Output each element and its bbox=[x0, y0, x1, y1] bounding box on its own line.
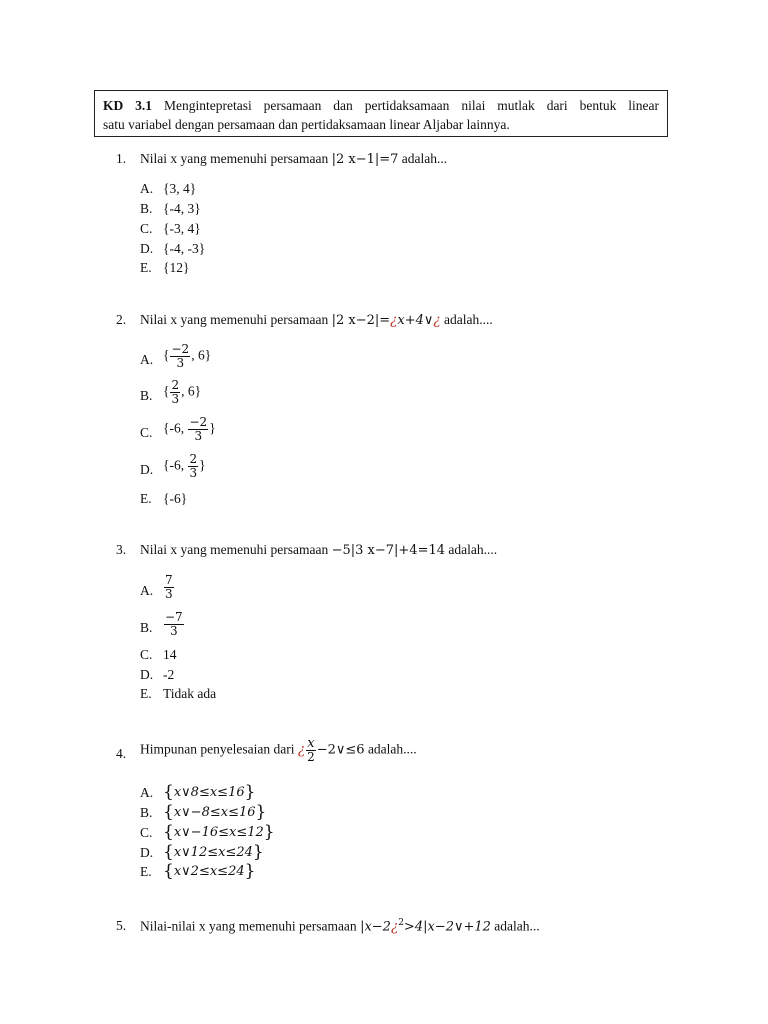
equation-part: −2∨≤6 bbox=[316, 742, 365, 758]
question-suffix: adalah.... bbox=[444, 312, 493, 327]
question-number: 1. bbox=[116, 151, 127, 166]
option-letter: A. bbox=[140, 583, 154, 598]
option-letter: D. bbox=[140, 845, 154, 860]
option-letter: B. bbox=[140, 388, 153, 403]
option-value: { $\frac{-2}{3}$ , 6} bbox=[163, 342, 212, 370]
option-letter: D. bbox=[140, 241, 154, 256]
option-value: { $\frac{2}{3}$ , 6} bbox=[163, 378, 202, 406]
option-value: {-4, 3} bbox=[163, 201, 201, 216]
fraction: $\frac{-7}{3}$ bbox=[165, 610, 183, 638]
competency-text-1: Mengintepretasi persamaan dan pertidaksamaan nilai mutlak dari bentuk linear bbox=[164, 98, 660, 113]
option-letter: C. bbox=[140, 221, 153, 236]
fraction: $\frac{-2}{3}$ bbox=[189, 415, 208, 443]
option-value: {-6} bbox=[163, 491, 188, 506]
option-letter: E. bbox=[140, 864, 152, 879]
option-value: {x∨8≤x≤16} bbox=[163, 782, 256, 802]
competency-text-2: satu variabel dengan persamaan dan pertidaksamaan linear Aljabar lainnya. bbox=[103, 117, 510, 132]
option-value: {-3, 4} bbox=[163, 221, 201, 236]
question-prefix: Nilai x yang memenuhi persamaan bbox=[140, 312, 329, 327]
option-value: {12} bbox=[163, 260, 190, 275]
option-letter: A. bbox=[140, 181, 154, 196]
question-number: 3. bbox=[116, 542, 127, 557]
competency-line-1 bbox=[103, 96, 659, 115]
fraction: $\frac{x}{2}$ bbox=[307, 736, 315, 764]
option-value: {3, 4} bbox=[163, 181, 197, 196]
question-text bbox=[140, 312, 493, 328]
option-letter: C. bbox=[140, 825, 153, 840]
broken-glyph: ¿ bbox=[390, 312, 398, 328]
question-number: 5. bbox=[116, 918, 127, 933]
question-suffix: adalah.... bbox=[367, 741, 417, 757]
option-letter: A. bbox=[140, 352, 154, 367]
option-letter: D. bbox=[140, 462, 154, 477]
fraction: $\frac{-2}{3}$ bbox=[171, 342, 190, 370]
option-letter: E. bbox=[140, 260, 152, 275]
question-text bbox=[140, 542, 497, 558]
equation-part: x+4∨ bbox=[397, 313, 434, 328]
option-letter: B. bbox=[140, 805, 153, 820]
option-value: {-6, $\frac{2}{3}$ } bbox=[163, 452, 206, 480]
option-letter: D. bbox=[140, 667, 154, 682]
option-value: {x∨−8≤x≤16} bbox=[163, 802, 267, 822]
equation: −5|3 x−7|+4=14 bbox=[331, 543, 445, 558]
exponent: 2 bbox=[398, 918, 404, 928]
broken-glyph: ¿ bbox=[390, 918, 399, 935]
equation: |2 x−2|= bbox=[331, 313, 391, 328]
question-number: 2. bbox=[116, 312, 127, 327]
question-prefix: Himpunan penyelesaian dari bbox=[140, 741, 295, 757]
question-text bbox=[140, 737, 417, 764]
option-value: {x∨12≤x≤24} bbox=[163, 842, 264, 862]
question-prefix: Nilai x yang memenuhi persamaan bbox=[140, 542, 329, 557]
equation: |2 x−1|=7 bbox=[331, 152, 399, 167]
question-text bbox=[140, 151, 447, 167]
question-suffix: adalah... bbox=[401, 151, 448, 166]
option-letter: B. bbox=[140, 201, 153, 216]
option-value: -2 bbox=[163, 667, 175, 682]
option-value: {x∨2≤x≤24} bbox=[163, 861, 256, 881]
broken-glyph: ¿ bbox=[297, 741, 306, 758]
option-value bbox=[163, 574, 175, 601]
option-value: {x∨−16≤x≤12} bbox=[163, 822, 275, 842]
fraction: $\frac{7}{3}$ bbox=[165, 573, 173, 601]
option-letter: A. bbox=[140, 785, 154, 800]
question-suffix: adalah... bbox=[494, 918, 540, 934]
option-value: 14 bbox=[163, 647, 177, 662]
fraction: $\frac{2}{3}$ bbox=[171, 378, 180, 406]
question-text bbox=[140, 918, 540, 935]
option-value: {-4, -3} bbox=[163, 241, 206, 256]
equation-part: >4|x−2∨+12 bbox=[403, 919, 491, 935]
option-letter: B. bbox=[140, 620, 153, 635]
question-prefix: Nilai-nilai x yang memenuhi persamaan bbox=[140, 918, 357, 934]
question-prefix: Nilai x yang memenuhi persamaan bbox=[140, 151, 329, 166]
competency-box bbox=[94, 90, 668, 137]
broken-glyph: ¿ bbox=[433, 312, 441, 328]
option-letter: E. bbox=[140, 686, 152, 701]
question-number: 4. bbox=[116, 746, 127, 761]
equation-part: |x−2 bbox=[360, 919, 391, 935]
competency-code: KD 3.1 bbox=[103, 98, 153, 113]
option-value bbox=[163, 611, 185, 638]
fraction: $\frac{2}{3}$ bbox=[189, 452, 198, 480]
option-letter: C. bbox=[140, 425, 153, 440]
option-value: Tidak ada bbox=[163, 686, 217, 701]
option-letter: E. bbox=[140, 491, 152, 506]
option-letter: C. bbox=[140, 647, 153, 662]
option-value: {-6, $\frac{-2}{3}$ } bbox=[163, 415, 216, 443]
question-suffix: adalah.... bbox=[448, 542, 498, 557]
